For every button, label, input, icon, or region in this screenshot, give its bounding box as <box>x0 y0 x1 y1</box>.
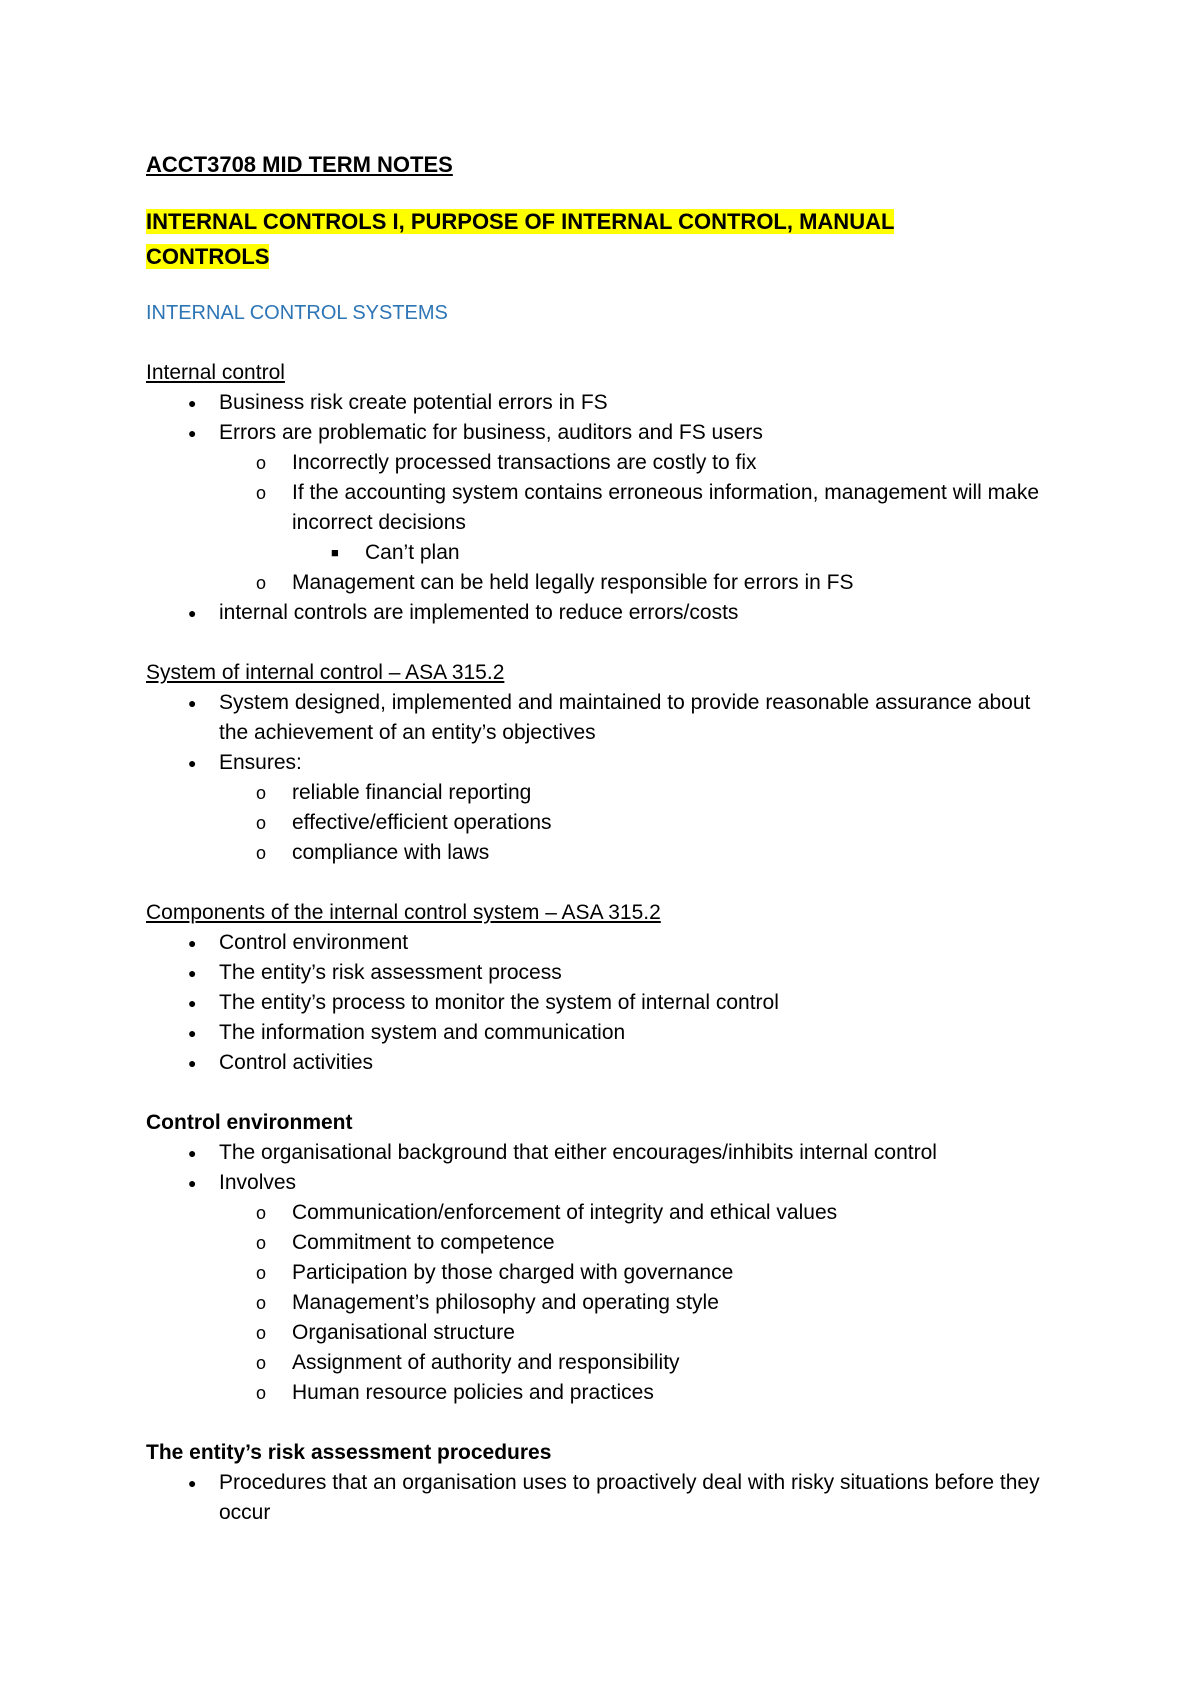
list-item-text: Ensures: <box>219 751 302 774</box>
bullet-icon: ● <box>188 1175 197 1191</box>
sub-list-item <box>146 1258 1056 1288</box>
list-item <box>146 1138 1056 1168</box>
sub-list-item <box>146 1348 1056 1378</box>
topic-heading <box>146 204 946 274</box>
bullet-icon: ● <box>188 935 197 951</box>
section-heading: Internal control <box>146 361 285 384</box>
bullet-icon: ● <box>188 1055 197 1071</box>
sub-list-item <box>146 568 1056 598</box>
bullet-icon: ● <box>188 395 197 411</box>
list-item <box>146 748 1056 868</box>
bullet-icon: ● <box>188 1475 197 1491</box>
bullet-icon: ● <box>188 1145 197 1161</box>
circle-bullet-icon: o <box>256 1383 267 1403</box>
sub-list-item-text: Incorrectly processed transactions are costly to fix <box>292 451 757 474</box>
list-item <box>146 1168 1056 1408</box>
sub-list-item <box>146 1318 1056 1348</box>
list-item-text: Errors are problematic for business, auditors and FS users <box>219 421 763 444</box>
list-item-text: The information system and communication <box>219 1021 626 1044</box>
sub-list-item-text: Participation by those charged with governance <box>292 1261 734 1284</box>
circle-bullet-icon: o <box>256 1203 267 1223</box>
sub-list <box>219 778 1056 868</box>
list-item <box>146 1468 1056 1528</box>
sub-list-item <box>146 778 1056 808</box>
list-item <box>146 1048 1056 1078</box>
circle-bullet-icon: o <box>256 1323 267 1343</box>
list-item-text: The entity’s risk assessment process <box>219 961 562 984</box>
list-item-text: Business risk create potential errors in FS <box>219 391 608 414</box>
bullet-list <box>146 1468 1056 1528</box>
list-item <box>146 388 1056 418</box>
circle-bullet-icon: o <box>256 483 267 503</box>
bullet-icon: ● <box>188 605 197 621</box>
section-title: INTERNAL CONTROL SYSTEMS <box>146 302 448 324</box>
list-item-text: Procedures that an organisation uses to proactively deal with risky situations before they occur <box>219 1471 1040 1524</box>
sub-list-item-text: Management’s philosophy and operating style <box>292 1291 719 1314</box>
sub-sub-list <box>292 538 1056 568</box>
section-internal-control <box>146 358 1056 628</box>
bullet-list <box>146 928 1056 1078</box>
sub-list-item-text: compliance with laws <box>292 841 490 864</box>
section-control-environment <box>146 1108 1056 1408</box>
list-item-text: Involves <box>219 1171 297 1194</box>
sub-list-item-text: Communication/enforcement of integrity and ethical values <box>292 1201 838 1224</box>
list-item-text: Control environment <box>219 931 409 954</box>
circle-bullet-icon: o <box>256 1233 267 1253</box>
square-bullet-icon: ■ <box>331 545 339 560</box>
sub-list-item <box>146 1198 1056 1228</box>
sub-list-item-text: effective/efficient operations <box>292 811 552 834</box>
sub-list-item <box>146 1378 1056 1408</box>
bullet-list <box>146 1138 1056 1408</box>
circle-bullet-icon: o <box>256 1353 267 1373</box>
circle-bullet-icon: o <box>256 573 267 593</box>
list-item <box>146 958 1056 988</box>
list-item <box>146 418 1056 598</box>
sub-list <box>219 448 1056 598</box>
circle-bullet-icon: o <box>256 453 267 473</box>
list-item <box>146 598 1056 628</box>
bullet-icon: ● <box>188 995 197 1011</box>
section-heading: Components of the internal control system – ASA 315.2 <box>146 901 661 924</box>
section-heading: System of internal control – ASA 315.2 <box>146 661 505 684</box>
sub-list <box>219 1198 1056 1408</box>
circle-bullet-icon: o <box>256 813 267 833</box>
sub-list-item <box>146 808 1056 838</box>
sub-list-item-text: If the accounting system contains erroneous information, management will make incorrect decisions <box>292 481 1040 534</box>
sub-sub-list-item-text: Can’t plan <box>365 541 460 564</box>
list-item <box>146 988 1056 1018</box>
sub-list-item <box>146 838 1056 868</box>
section-heading: Control environment <box>146 1111 353 1134</box>
circle-bullet-icon: o <box>256 1263 267 1283</box>
sub-list-item <box>146 478 1056 568</box>
list-item-text: Control activities <box>219 1051 374 1074</box>
list-item-text: System designed, implemented and maintained to provide reasonable assurance about the achievement of an entity’s objectives <box>219 691 1031 744</box>
list-item-text: internal controls are implemented to reduce errors/costs <box>219 601 739 624</box>
sub-list-item <box>146 448 1056 478</box>
bullet-icon: ● <box>188 425 197 441</box>
section-risk-assessment <box>146 1438 1056 1528</box>
sub-list-item <box>146 1288 1056 1318</box>
section-heading: The entity’s risk assessment procedures <box>146 1441 552 1464</box>
list-item <box>146 928 1056 958</box>
circle-bullet-icon: o <box>256 1293 267 1313</box>
sub-list-item-text: reliable financial reporting <box>292 781 532 804</box>
sub-list-item-text: Commitment to competence <box>292 1231 555 1254</box>
sub-sub-list-item <box>146 538 1056 568</box>
list-item <box>146 1018 1056 1048</box>
sub-list-item-text: Human resource policies and practices <box>292 1381 654 1404</box>
sub-list-item-text: Management can be held legally responsible for errors in FS <box>292 571 854 594</box>
circle-bullet-icon: o <box>256 783 267 803</box>
circle-bullet-icon: o <box>256 843 267 863</box>
list-item-text: The organisational background that either encourages/inhibits internal control <box>219 1141 937 1164</box>
section-components <box>146 898 1056 1078</box>
bullet-icon: ● <box>188 755 197 771</box>
sub-list-item <box>146 1228 1056 1258</box>
document-body <box>146 150 1056 1558</box>
bullet-list <box>146 688 1056 868</box>
bullet-list <box>146 388 1056 628</box>
topic-highlight-text: INTERNAL CONTROLS I, PURPOSE OF INTERNAL CONTROL, MANUAL CONTROLS <box>146 209 895 269</box>
document-title: ACCT3708 MID TERM NOTES <box>146 152 453 177</box>
sub-list-item-text: Organisational structure <box>292 1321 515 1344</box>
list-item <box>146 688 1056 748</box>
bullet-icon: ● <box>188 1025 197 1041</box>
bullet-icon: ● <box>188 965 197 981</box>
sub-list-item-text: Assignment of authority and responsibility <box>292 1351 680 1374</box>
list-item-text: The entity’s process to monitor the system of internal control <box>219 991 779 1014</box>
bullet-icon: ● <box>188 695 197 711</box>
section-system-of-internal-control <box>146 658 1056 868</box>
